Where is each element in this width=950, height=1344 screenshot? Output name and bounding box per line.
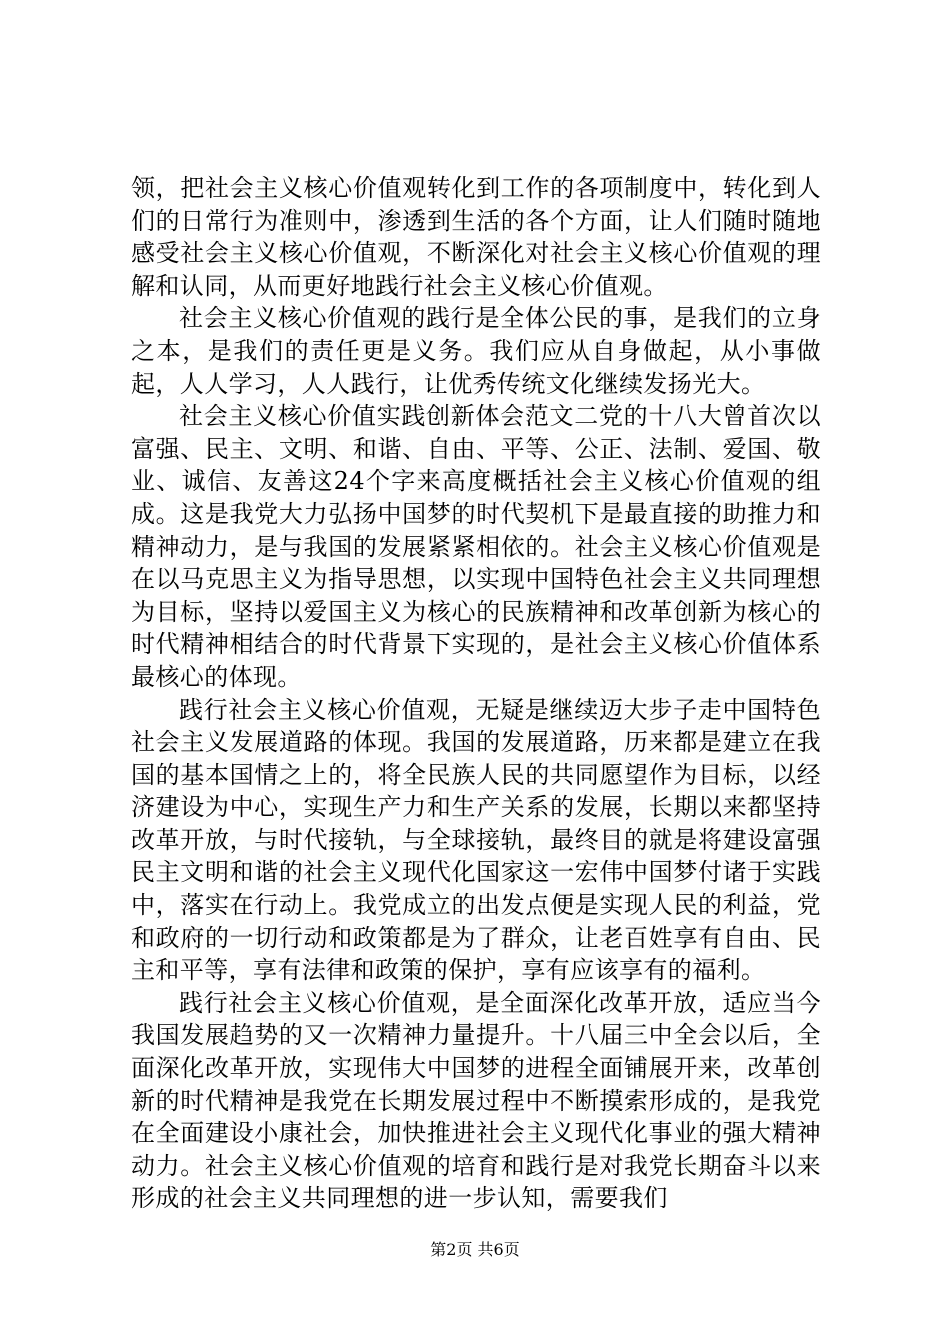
paragraph-2: 社会主义核心价值观的践行是全体公民的事，是我们的立身之本，是我们的责任更是义务。我们应从自身做起，从小事做起，人人学习，人人践行，让优秀传统文化继续发扬光大。	[131, 304, 821, 398]
paragraph-3: 社会主义核心价值实践创新体会范文二党的十八大曾首次以富强、民主、文明、和谐、自由、平等、公正、法制、爱国、敬业、诚信、友善这24个字来高度概括社会主义核心价值观的组成。这是我党大力弘扬中国梦的时代契机下是最直接的助推力和精神动力，是与我国的发展紧紧相依的。社会主义核心价值观是在以马克思主义为指导思想，以实现中国特色社会主义共同理想为目标，坚持以爱国主义为核心的民族精神和改革创新为核心的时代精神相结合的时代背景下实现的，是社会主义核心价值体系最核心的体现。	[131, 402, 821, 691]
paragraph-4: 践行社会主义核心价值观，无疑是继续迈大步子走中国特色社会主义发展道路的体现。我国的发展道路，历来都是建立在我国的基本国情之上的，将全民族人民的共同愿望作为目标，以经济建设为中心，实现生产力和生产关系的发展，长期以来都坚持改革开放，与时代接轨，与全球接轨，最终目的就是将建设富强民主文明和谐的社会主义现代化国家这一宏伟中国梦付诸于实践中，落实在行动上。我党成立的出发点便是实现人民的利益，党和政府的一切行动和政策都是为了群众，让老百姓享有自由、民主和平等，享有法律和政策的保护，享有应该享有的福利。	[131, 695, 821, 985]
page-footer	[0, 1240, 950, 1260]
paragraph-1: 领，把社会主义核心价值观转化到工作的各项制度中，转化到人们的日常行为准则中，渗透到生活的各个方面，让人们随时随地感受社会主义核心价值观，不断深化对社会主义核心价值观的理解和认同，从而更好地践行社会主义核心价值观。	[131, 174, 821, 300]
page-number-label: 第2页 共6页	[430, 1240, 520, 1259]
paragraph-5: 践行社会主义核心价值观，是全面深化改革开放，适应当今我国发展趋势的又一次精神力量提升。十八届三中全会以后，全面深化改革开放，实现伟大中国梦的进程全面铺展开来，改革创新的时代精神是我党在长期发展过程中不断摸索形成的，是我党在全面建设小康社会，加快推进社会主义现代化事业的强大精神动力。社会主义核心价值观的培育和践行是对我党长期奋斗以来形成的社会主义共同理想的进一步认知，需要我们	[131, 988, 821, 1213]
document-body	[131, 172, 821, 1215]
